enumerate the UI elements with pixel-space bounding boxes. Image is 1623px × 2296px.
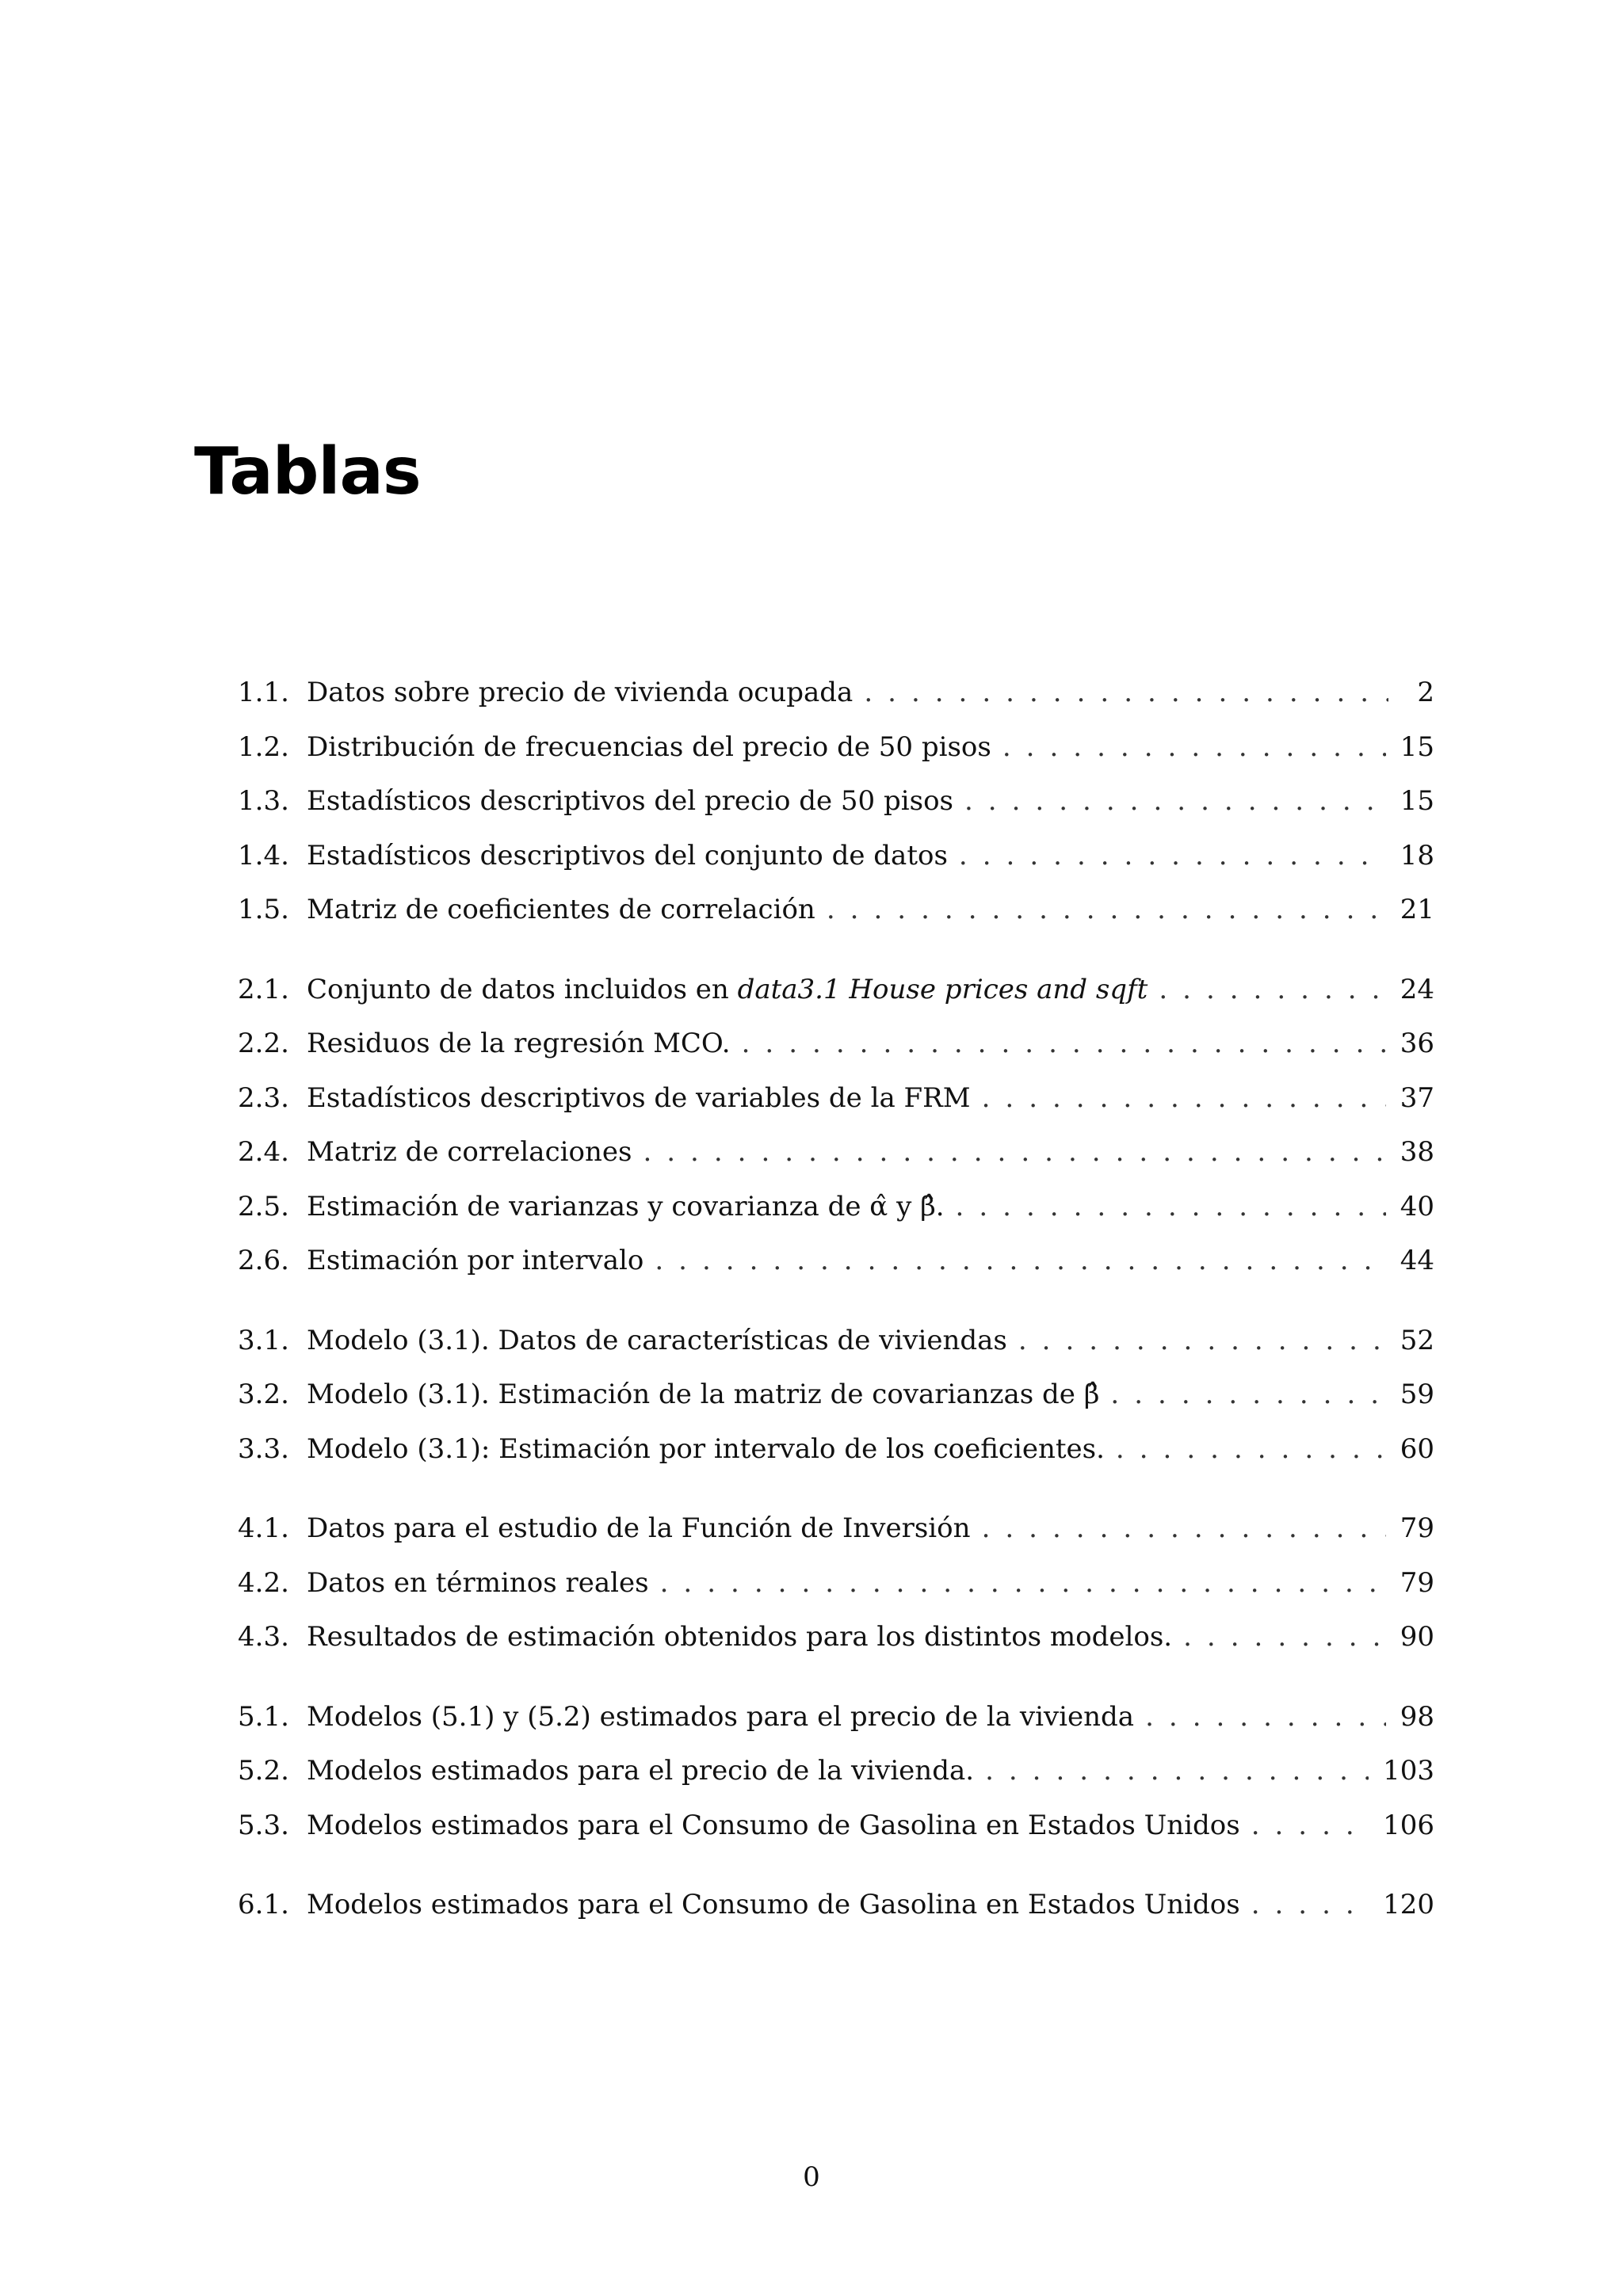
entry-page-number: 18 (1400, 839, 1434, 871)
entry-number: 4.3. (238, 1621, 289, 1653)
toc-entry-2-1[interactable] (238, 963, 1434, 1017)
entry-title: Datos sobre precio de vivienda ocupada (307, 677, 854, 708)
list-of-tables (238, 666, 1434, 1958)
entry-page-number: 79 (1400, 1512, 1434, 1544)
entry-title: Estimación por intervalo (307, 1245, 644, 1276)
leader-dots (1145, 1690, 1386, 1745)
entry-title: Matriz de correlaciones (307, 1136, 632, 1168)
entry-number: 5.3. (238, 1809, 289, 1841)
entry-number: 3.3. (238, 1432, 289, 1465)
toc-entry-3-2[interactable] (238, 1367, 1434, 1422)
toc-entry-5-1[interactable] (238, 1690, 1434, 1745)
page-title: Tablas (194, 434, 421, 509)
leader-dots (1002, 720, 1386, 775)
entry-title-dataset: data3.1 House prices and sqft (737, 973, 1148, 1005)
entry-page-number: 120 (1383, 1889, 1434, 1920)
toc-entry-2-5[interactable] (238, 1180, 1434, 1234)
entry-number: 1.3. (238, 785, 289, 817)
entry-number: 2.1. (238, 973, 289, 1005)
toc-entry-1-1[interactable] (238, 666, 1434, 720)
entry-title: Datos en términos reales (307, 1566, 649, 1599)
leader-dots (660, 1556, 1386, 1611)
toc-entry-1-2[interactable] (238, 720, 1434, 775)
leader-dots (1159, 963, 1385, 1017)
toc-entry-6-1[interactable] (238, 1878, 1434, 1932)
entry-number: 6.1. (238, 1889, 289, 1920)
toc-group-chapter-2 (238, 963, 1434, 1288)
toc-group-chapter-3 (238, 1314, 1434, 1477)
entry-title (307, 963, 1148, 1017)
entry-title: Residuos de la regresión MCO. (307, 1028, 731, 1059)
entry-number: 4.1. (238, 1512, 289, 1544)
entry-page-number: 59 (1400, 1379, 1434, 1410)
toc-entry-4-1[interactable] (238, 1501, 1434, 1556)
entry-page-number: 24 (1400, 973, 1434, 1005)
entry-page-number: 40 (1400, 1190, 1434, 1222)
entry-number: 1.5. (238, 894, 289, 925)
toc-entry-1-4[interactable] (238, 829, 1434, 883)
entry-title: Modelos estimados para el Consumo de Gasolina en Estados Unidos (307, 1809, 1240, 1841)
entry-page-number: 37 (1400, 1081, 1434, 1114)
toc-group-chapter-1 (238, 666, 1434, 937)
entry-page-number: 103 (1383, 1755, 1434, 1787)
entry-number: 3.2. (238, 1379, 289, 1410)
leader-dots (1116, 1422, 1386, 1477)
entry-page-number: 36 (1400, 1028, 1434, 1059)
toc-entry-4-2[interactable] (238, 1556, 1434, 1611)
entry-number: 4.2. (238, 1566, 289, 1599)
entry-page-number: 15 (1400, 785, 1434, 817)
entry-page-number: 44 (1400, 1245, 1434, 1276)
page-number: 0 (803, 2161, 820, 2193)
leader-dots (959, 829, 1386, 883)
entry-page-number: 60 (1400, 1432, 1434, 1465)
entry-title: Distribución de frecuencias del precio de 50 pisos (307, 730, 991, 763)
leader-dots (655, 1234, 1385, 1288)
entry-page-number: 21 (1400, 894, 1434, 925)
leader-dots (1183, 1610, 1386, 1665)
entry-title: Matriz de coeficientes de correlación (307, 894, 815, 925)
entry-number: 2.2. (238, 1028, 289, 1059)
leader-dots (643, 1125, 1385, 1180)
toc-entry-2-2[interactable] (238, 1016, 1434, 1071)
toc-group-chapter-5 (238, 1690, 1434, 1853)
leader-dots (1251, 1798, 1369, 1853)
entry-page-number: 98 (1400, 1700, 1434, 1733)
entry-page-number: 38 (1400, 1136, 1434, 1168)
entry-title: Estadísticos descriptivos del precio de 50 pisos (307, 785, 953, 817)
entry-number: 1.2. (238, 730, 289, 763)
entry-page-number: 15 (1400, 730, 1434, 763)
entry-number: 2.5. (238, 1190, 289, 1222)
entry-page-number: 79 (1400, 1566, 1434, 1599)
toc-entry-5-2[interactable] (238, 1744, 1434, 1798)
leader-dots (985, 1744, 1369, 1798)
leader-dots (982, 1071, 1386, 1126)
toc-group-chapter-4 (238, 1501, 1434, 1665)
entry-title: Modelos estimados para el precio de la vivienda. (307, 1755, 975, 1787)
leader-dots (956, 1180, 1386, 1234)
toc-group-chapter-6 (238, 1878, 1434, 1932)
entry-number: 5.1. (238, 1700, 289, 1733)
entry-page-number: 106 (1383, 1809, 1434, 1841)
entry-title: Resultados de estimación obtenidos para los distintos modelos. (307, 1621, 1173, 1653)
entry-title: Modelo (3.1): Estimación por intervalo de los coeficientes. (307, 1432, 1105, 1465)
entry-title: Datos para el estudio de la Función de Inversión (307, 1512, 971, 1544)
entry-number: 1.1. (238, 677, 289, 708)
entry-number: 5.2. (238, 1755, 289, 1787)
leader-dots (1110, 1367, 1385, 1422)
entry-page-number: 52 (1400, 1324, 1434, 1356)
entry-title-prefix: Conjunto de datos incluidos en (307, 973, 738, 1005)
toc-entry-3-3[interactable] (238, 1422, 1434, 1477)
toc-entry-2-6[interactable] (238, 1234, 1434, 1288)
entry-title: Estimación de varianzas y covarianza de α̂ y β̂. (307, 1190, 945, 1222)
entry-title: Modelos estimados para el Consumo de Gasolina en Estados Unidos (307, 1889, 1240, 1920)
entry-number: 2.4. (238, 1136, 289, 1168)
entry-title: Estadísticos descriptivos de variables de la FRM (307, 1081, 971, 1114)
entry-page-number: 2 (1417, 677, 1434, 708)
leader-dots (864, 666, 1388, 720)
leader-dots (1251, 1878, 1369, 1932)
toc-entry-1-5[interactable] (238, 883, 1434, 937)
entry-title: Estadísticos descriptivos del conjunto de datos (307, 839, 948, 871)
entry-page-number: 90 (1400, 1621, 1434, 1653)
toc-entry-3-1[interactable] (238, 1314, 1434, 1368)
entry-number: 2.3. (238, 1081, 289, 1114)
toc-entry-5-3[interactable] (238, 1798, 1434, 1853)
leader-dots (982, 1501, 1386, 1556)
entry-title: Modelo (3.1). Estimación de la matriz de covarianzas de β̂ (307, 1379, 1100, 1410)
entry-number: 2.6. (238, 1245, 289, 1276)
toc-entry-2-4[interactable] (238, 1125, 1434, 1180)
entry-title: Modelo (3.1). Datos de características de viviendas (307, 1324, 1007, 1356)
toc-entry-2-3[interactable] (238, 1071, 1434, 1126)
leader-dots (827, 883, 1386, 937)
entry-number: 3.1. (238, 1324, 289, 1356)
leader-dots (742, 1016, 1386, 1071)
leader-dots (1018, 1314, 1386, 1368)
toc-entry-1-3[interactable] (238, 774, 1434, 829)
entry-number: 1.4. (238, 839, 289, 871)
leader-dots (964, 774, 1386, 829)
toc-entry-4-3[interactable] (238, 1610, 1434, 1665)
entry-title: Modelos (5.1) y (5.2) estimados para el precio de la vivienda (307, 1700, 1135, 1733)
